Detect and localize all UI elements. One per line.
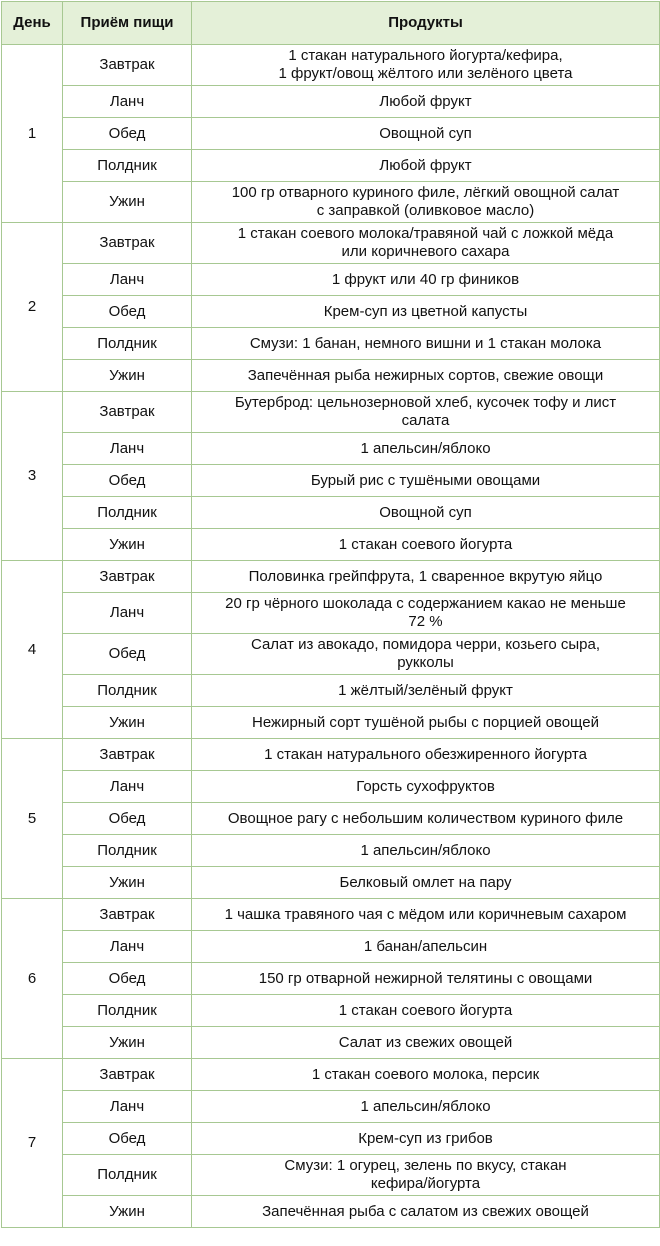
table-row bbox=[2, 931, 660, 963]
meal-products bbox=[192, 150, 660, 182]
product-line: 1 стакан натурального йогурта/кефира, bbox=[288, 47, 563, 64]
meal-name: Ужин bbox=[63, 867, 192, 899]
product-line: или коричневого сахара bbox=[341, 243, 510, 260]
table-row bbox=[2, 899, 660, 931]
table-row bbox=[2, 675, 660, 707]
table-row bbox=[2, 561, 660, 593]
table-row bbox=[2, 182, 660, 223]
table-row bbox=[2, 803, 660, 835]
product-line: 1 чашка травяного чая с мёдом или коричневым сахаром bbox=[224, 905, 627, 923]
product-line: 1 апельсин/яблоко bbox=[360, 1097, 491, 1115]
day-number: 4 bbox=[2, 561, 63, 739]
meal-name: Обед bbox=[63, 1123, 192, 1155]
product-line: рукколы bbox=[397, 654, 454, 671]
meal-products bbox=[192, 433, 660, 465]
product-line: Овощной суп bbox=[379, 503, 472, 521]
meal-products bbox=[192, 182, 660, 223]
day-number: 6 bbox=[2, 899, 63, 1059]
table-row bbox=[2, 1196, 660, 1228]
product-line: 1 апельсин/яблоко bbox=[360, 841, 491, 859]
product-line: 1 стакан соевого молока/травяной чай с ложкой мёда bbox=[237, 225, 614, 242]
product-line: 1 фрукт или 40 гр фиников bbox=[331, 270, 520, 288]
meal-name: Ужин bbox=[63, 1196, 192, 1228]
meal-products bbox=[192, 899, 660, 931]
meal-name: Обед bbox=[63, 963, 192, 995]
day-number: 7 bbox=[2, 1059, 63, 1228]
meal-products bbox=[192, 296, 660, 328]
meal-products bbox=[192, 931, 660, 963]
meal-products bbox=[192, 118, 660, 150]
table-row bbox=[2, 867, 660, 899]
meal-name: Завтрак bbox=[63, 392, 192, 433]
product-line: 1 фрукт/овощ жёлтого или зелёного цвета bbox=[278, 65, 573, 82]
product-line: Крем-суп из цветной капусты bbox=[323, 302, 528, 320]
table-row bbox=[2, 465, 660, 497]
table-row bbox=[2, 264, 660, 296]
product-line: 1 стакан натурального обезжиренного йогурта bbox=[264, 745, 587, 763]
table-row bbox=[2, 739, 660, 771]
product-line: Крем-суп из грибов bbox=[358, 1129, 493, 1147]
meal-name: Обед bbox=[63, 465, 192, 497]
product-line: Белковый омлет на пару bbox=[339, 873, 512, 891]
product-line: 20 гр чёрного шоколада с содержанием какао не меньше bbox=[225, 595, 626, 612]
meal-name: Полдник bbox=[63, 835, 192, 867]
meal-products bbox=[192, 328, 660, 360]
day-number: 3 bbox=[2, 392, 63, 561]
product-line: Смузи: 1 огурец, зелень по вкусу, стакан bbox=[284, 1157, 567, 1174]
meal-products bbox=[192, 529, 660, 561]
meal-products bbox=[192, 963, 660, 995]
meal-name: Обед bbox=[63, 803, 192, 835]
meal-products bbox=[192, 45, 660, 86]
product-line: салата bbox=[401, 412, 450, 429]
table-body bbox=[2, 45, 660, 1228]
product-line: Любой фрукт bbox=[379, 92, 472, 110]
table-row bbox=[2, 118, 660, 150]
product-line: Нежирный сорт тушёной рыбы с порцией овощей bbox=[252, 713, 599, 731]
product-line: Запечённая рыба с салатом из свежих овощей bbox=[262, 1202, 589, 1220]
product-line: Салат из авокадо, помидора черри, козьего сыра, bbox=[250, 636, 601, 653]
table-row bbox=[2, 223, 660, 264]
meal-products bbox=[192, 1123, 660, 1155]
meal-name: Завтрак bbox=[63, 223, 192, 264]
product-line: 1 стакан соевого молока, персик bbox=[311, 1065, 540, 1083]
meal-name: Завтрак bbox=[63, 45, 192, 86]
meal-name: Ланч bbox=[63, 771, 192, 803]
meal-products bbox=[192, 360, 660, 392]
table-row bbox=[2, 392, 660, 433]
meal-name: Ланч bbox=[63, 433, 192, 465]
table-row bbox=[2, 593, 660, 634]
meal-products bbox=[192, 223, 660, 264]
product-line: 1 стакан соевого йогурта bbox=[338, 535, 513, 553]
product-line: с заправкой (оливковое масло) bbox=[316, 202, 535, 219]
meal-name: Полдник bbox=[63, 675, 192, 707]
meal-name: Ланч bbox=[63, 264, 192, 296]
product-line: Смузи: 1 банан, немного вишни и 1 стакан молока bbox=[249, 334, 602, 352]
meal-name: Ужин bbox=[63, 707, 192, 739]
table-row bbox=[2, 433, 660, 465]
table-row bbox=[2, 995, 660, 1027]
meal-name: Завтрак bbox=[63, 899, 192, 931]
table-row bbox=[2, 1059, 660, 1091]
meal-plan-table bbox=[1, 1, 660, 1228]
table-row bbox=[2, 1091, 660, 1123]
product-line: кефира/йогурта bbox=[370, 1175, 481, 1192]
meal-products bbox=[192, 995, 660, 1027]
meal-products bbox=[192, 593, 660, 634]
meal-name: Ужин bbox=[63, 1027, 192, 1059]
meal-name: Полдник bbox=[63, 995, 192, 1027]
product-line: Запечённая рыба нежирных сортов, свежие овощи bbox=[247, 366, 604, 384]
product-line: 72 % bbox=[408, 613, 443, 630]
header-meal: Приём пищи bbox=[63, 2, 192, 45]
meal-name: Обед bbox=[63, 296, 192, 328]
table-row bbox=[2, 634, 660, 675]
meal-products bbox=[192, 264, 660, 296]
meal-products bbox=[192, 497, 660, 529]
meal-products bbox=[192, 1027, 660, 1059]
header-row bbox=[2, 2, 660, 45]
meal-products bbox=[192, 392, 660, 433]
table-row bbox=[2, 86, 660, 118]
meal-products bbox=[192, 803, 660, 835]
meal-products bbox=[192, 1155, 660, 1196]
meal-products bbox=[192, 1091, 660, 1123]
meal-name: Ланч bbox=[63, 1091, 192, 1123]
meal-products bbox=[192, 707, 660, 739]
meal-products bbox=[192, 634, 660, 675]
meal-products bbox=[192, 1196, 660, 1228]
meal-products bbox=[192, 465, 660, 497]
day-number: 5 bbox=[2, 739, 63, 899]
meal-products bbox=[192, 1059, 660, 1091]
product-line: Горсть сухофруктов bbox=[356, 777, 495, 795]
meal-products bbox=[192, 86, 660, 118]
meal-products bbox=[192, 835, 660, 867]
product-line: Овощное рагу с небольшим количеством куриного филе bbox=[227, 809, 624, 827]
table-row bbox=[2, 1155, 660, 1196]
meal-products bbox=[192, 771, 660, 803]
meal-name: Завтрак bbox=[63, 1059, 192, 1091]
meal-name: Ланч bbox=[63, 86, 192, 118]
meal-name: Ужин bbox=[63, 360, 192, 392]
meal-name: Ланч bbox=[63, 593, 192, 634]
table-row bbox=[2, 328, 660, 360]
header-day: День bbox=[2, 2, 63, 45]
product-line: 150 гр отварной нежирной телятины с овощами bbox=[258, 969, 593, 987]
meal-name: Завтрак bbox=[63, 561, 192, 593]
table-row bbox=[2, 771, 660, 803]
header-products: Продукты bbox=[192, 2, 660, 45]
table-row bbox=[2, 497, 660, 529]
product-line: 1 апельсин/яблоко bbox=[360, 439, 491, 457]
meal-name: Полдник bbox=[63, 150, 192, 182]
meal-products bbox=[192, 561, 660, 593]
day-number: 1 bbox=[2, 45, 63, 223]
meal-products bbox=[192, 739, 660, 771]
table-row bbox=[2, 360, 660, 392]
meal-products bbox=[192, 675, 660, 707]
table-row bbox=[2, 150, 660, 182]
table-row bbox=[2, 835, 660, 867]
table-row bbox=[2, 45, 660, 86]
product-line: 1 жёлтый/зелёный фрукт bbox=[338, 681, 513, 699]
day-number: 2 bbox=[2, 223, 63, 392]
meal-name: Ужин bbox=[63, 182, 192, 223]
product-line: Салат из свежих овощей bbox=[338, 1033, 513, 1051]
product-line: Любой фрукт bbox=[379, 156, 472, 174]
product-line: Овощной суп bbox=[379, 124, 472, 142]
table-row bbox=[2, 707, 660, 739]
meal-name: Ланч bbox=[63, 931, 192, 963]
product-line: 1 стакан соевого йогурта bbox=[338, 1001, 513, 1019]
product-line: 100 гр отварного куриного филе, лёгкий овощной салат bbox=[231, 184, 620, 201]
product-line: Половинка грейпфрута, 1 сваренное вкрутую яйцо bbox=[248, 567, 603, 585]
meal-name: Полдник bbox=[63, 328, 192, 360]
product-line: 1 банан/апельсин bbox=[363, 937, 488, 955]
table-row bbox=[2, 529, 660, 561]
meal-name: Обед bbox=[63, 634, 192, 675]
meal-name: Полдник bbox=[63, 497, 192, 529]
meal-products bbox=[192, 867, 660, 899]
meal-name: Завтрак bbox=[63, 739, 192, 771]
product-line: Бурый рис с тушёными овощами bbox=[310, 471, 541, 489]
table-row bbox=[2, 1123, 660, 1155]
meal-name: Обед bbox=[63, 118, 192, 150]
table-row bbox=[2, 1027, 660, 1059]
meal-name: Ужин bbox=[63, 529, 192, 561]
product-line: Бутерброд: цельнозерновой хлеб, кусочек тофу и лист bbox=[234, 394, 617, 411]
table-row bbox=[2, 296, 660, 328]
table-row bbox=[2, 963, 660, 995]
meal-name: Полдник bbox=[63, 1155, 192, 1196]
